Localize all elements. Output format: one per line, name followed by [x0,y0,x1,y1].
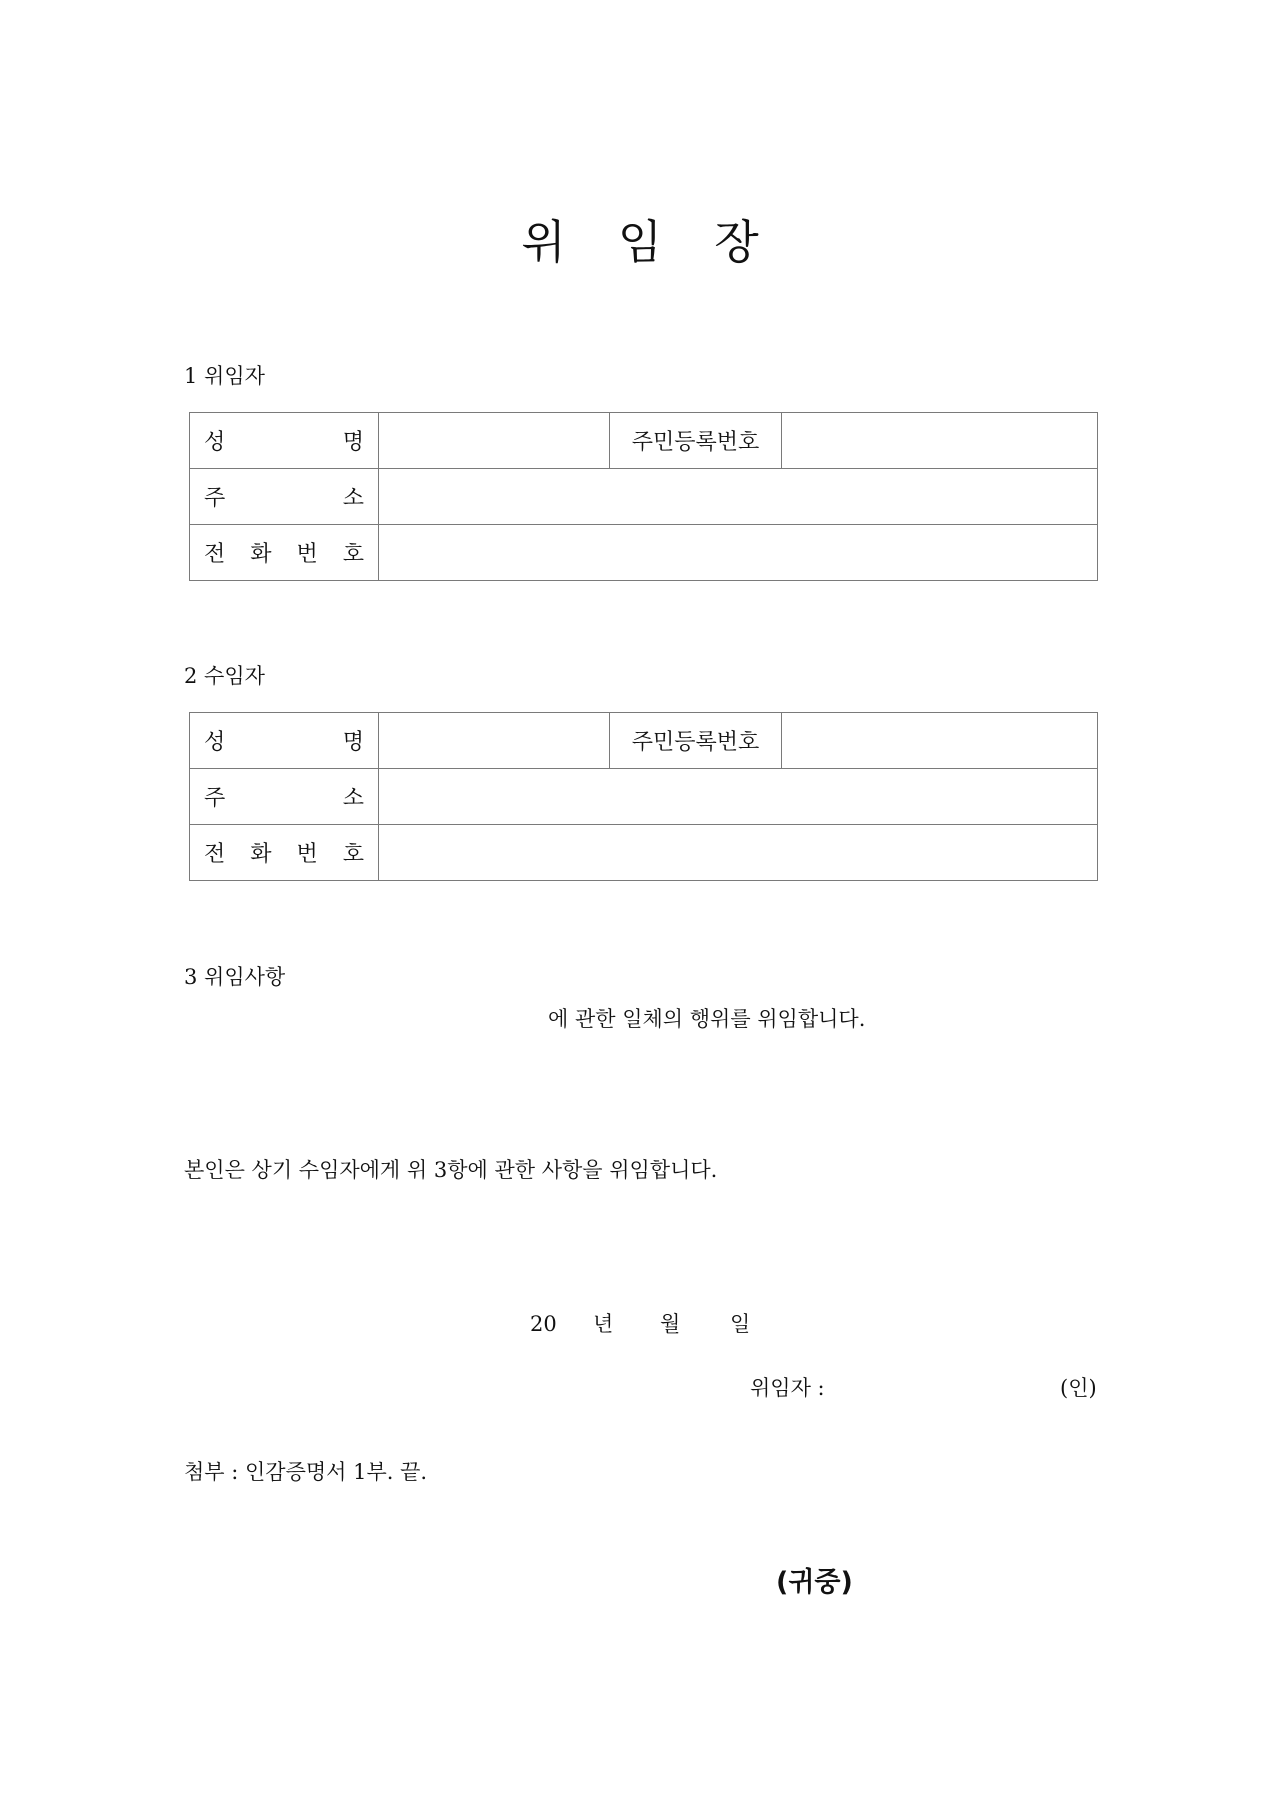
phone-field[interactable] [379,825,1098,881]
rrn-label: 주민등록번호 [610,713,782,769]
year-prefix: 20 [530,1312,557,1336]
matters-text: 에 관한 일체의 행위를 위임합니다. [548,1007,866,1031]
section-heading-delegator: 1 위임자 [184,364,265,388]
name-field[interactable] [379,713,610,769]
name-field[interactable] [379,413,610,469]
day-label: 일 [730,1312,751,1336]
rrn-field[interactable] [782,713,1098,769]
phone-field[interactable] [379,525,1098,581]
address-field[interactable] [379,769,1098,825]
year-label: 년 [593,1312,614,1336]
signature-label: 위임자 : [750,1376,825,1400]
delegate-table [189,712,1098,881]
section-heading-matters: 3 위임사항 [184,965,286,989]
rrn-field[interactable] [782,413,1098,469]
name-label: 성 명 [190,713,379,769]
document-title: 위임장 [521,215,811,269]
address-field[interactable] [379,469,1098,525]
section-heading-delegate: 2 수임자 [184,664,265,688]
statement-text: 본인은 상기 수임자에게 위 3항에 관한 사항을 위임합니다. [184,1158,718,1182]
address-label: 주 소 [190,469,379,525]
delegator-table [189,412,1098,581]
address-label: 주 소 [190,769,379,825]
seal-mark: (인) [1060,1376,1097,1400]
phone-label: 전 화 번 호 [190,825,379,881]
rrn-label: 주민등록번호 [610,413,782,469]
name-label: 성 명 [190,413,379,469]
attachment-text: 첨부 : 인감증명서 1부. 끝. [184,1460,428,1484]
phone-label: 전 화 번 호 [190,525,379,581]
month-label: 월 [660,1312,681,1336]
recipient-text: (귀중) [776,1567,853,1598]
